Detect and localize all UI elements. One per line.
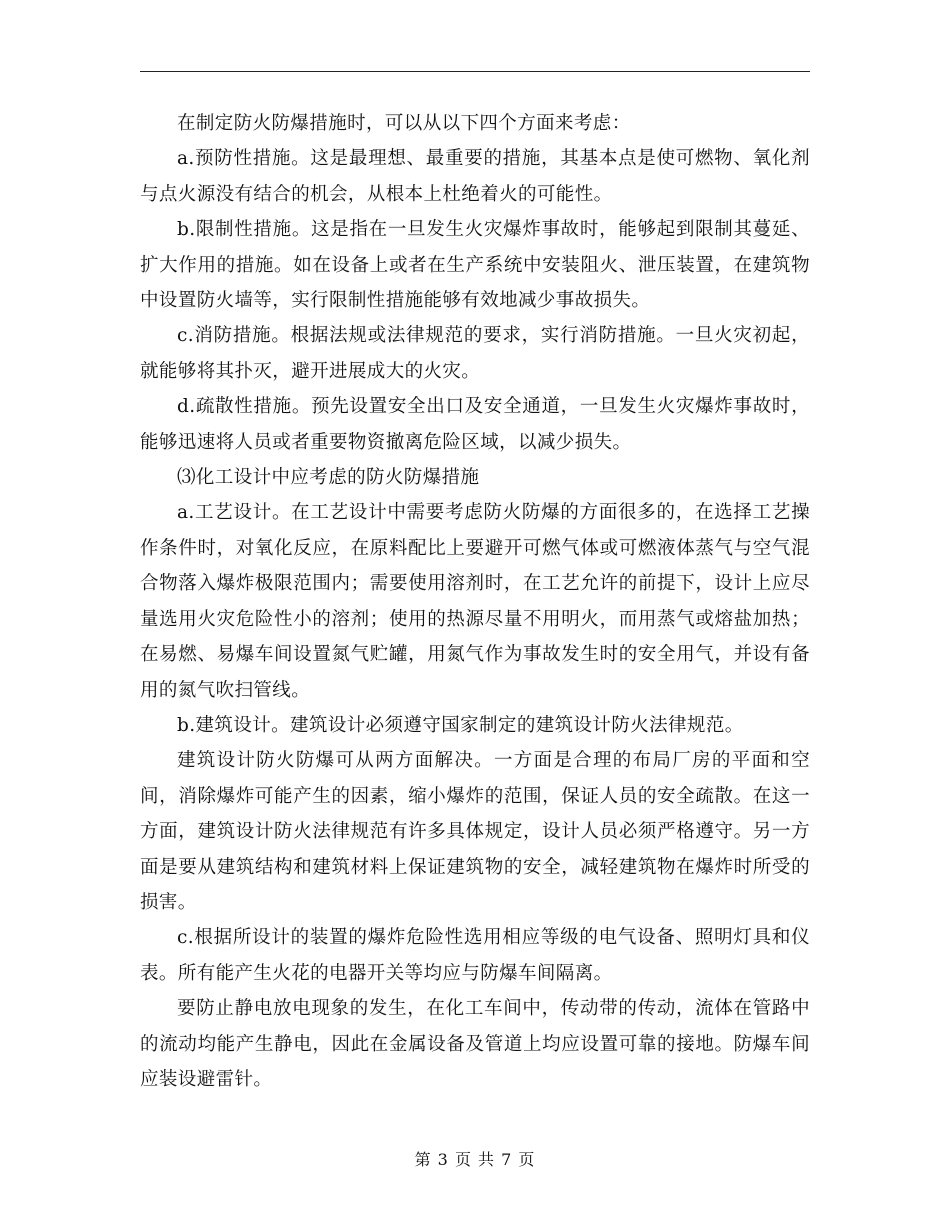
paragraph-restrictive: b.限制性措施。这是指在一旦发生火灾爆炸事故时，能够起到限制其蔓延、扩大作用的措施。如在设备上或者在生产系统中安装阻火、泄压装置，在建筑物中设置防火墙等，实行限制性措施能够有效地减少事故损失。 (140, 219, 810, 312)
paragraph-preventive: a.预防性措施。这是最理想、最重要的措施，其基本点是使可燃物、氧化剂与点火源没有结合的机会，从根本上杜绝着火的可能性。 (140, 148, 810, 205)
section-heading: ⑶化工设计中应考虑的防火防爆措施 (177, 467, 480, 489)
paragraph-building-detail: 建筑设计防火防爆可从两方面解决。一方面是合理的布局厂房的平面和空间，消除爆炸可能产生的因素，缩小爆炸的范围，保证人员的安全疏散。在这一方面，建筑设计防火法律规范有许多具体规定，设计人员必须严格遵守。另一方面是要从建筑结构和建筑材料上保证建筑物的安全，减轻建筑物在爆炸时所受的损害。 (140, 750, 810, 913)
paragraph-firefighting: c.消防措施。根据法规或法律规范的要求，实行消防措施。一旦火灾初起，就能够将其扑灭，避开进展成大的火灾。 (140, 325, 810, 382)
paragraph-evacuation: d.疏散性措施。预先设置安全出口及安全通道，一旦发生火灾爆炸事故时，能够迅速将人员或者重要物资撤离危险区域，以减少损失。 (140, 396, 810, 453)
paragraph-building-design: b.建筑设计。建筑设计必须遵守国家制定的建筑设计防火法律规范。 (177, 714, 744, 736)
paragraph-process-design: a.工艺设计。在工艺设计中需要考虑防火防爆的方面很多的，在选择工艺操作条件时，对氧化反应，在原料配比上要避开可燃气体或可燃液体蒸气与空气混合物落入爆炸极限范围内；需要使用溶剂时，在工艺允许的前提下，设计上应尽量选用火灾危险性小的溶剂；使用的热源尽量不用明火，而用蒸气或熔盐加热；在易燃、易爆车间设置氮气贮罐，用氮气作为事故发生时的安全用气，并设有备用的氮气吹扫管线。 (140, 502, 810, 701)
header-rule (140, 71, 810, 72)
document-body (140, 106, 810, 1097)
paragraph-electrical: c.根据所设计的装置的爆炸危险性选用相应等级的电气设备、照明灯具和仪表。所有能产生火花的电器开关等均应与防爆车间隔离。 (140, 927, 810, 984)
paragraph-static: 要防止静电放电现象的发生，在化工车间中，传动带的传动，流体在管路中的流动均能产生静电，因此在金属设备及管道上均应设置可靠的接地。防爆车间应装设避雷针。 (140, 998, 810, 1090)
paragraph-intro: 在制定防火防爆措施时，可以从以下四个方面来考虑： (177, 113, 631, 134)
page-number: 第 3 页 共 7 页 (414, 1150, 536, 1169)
